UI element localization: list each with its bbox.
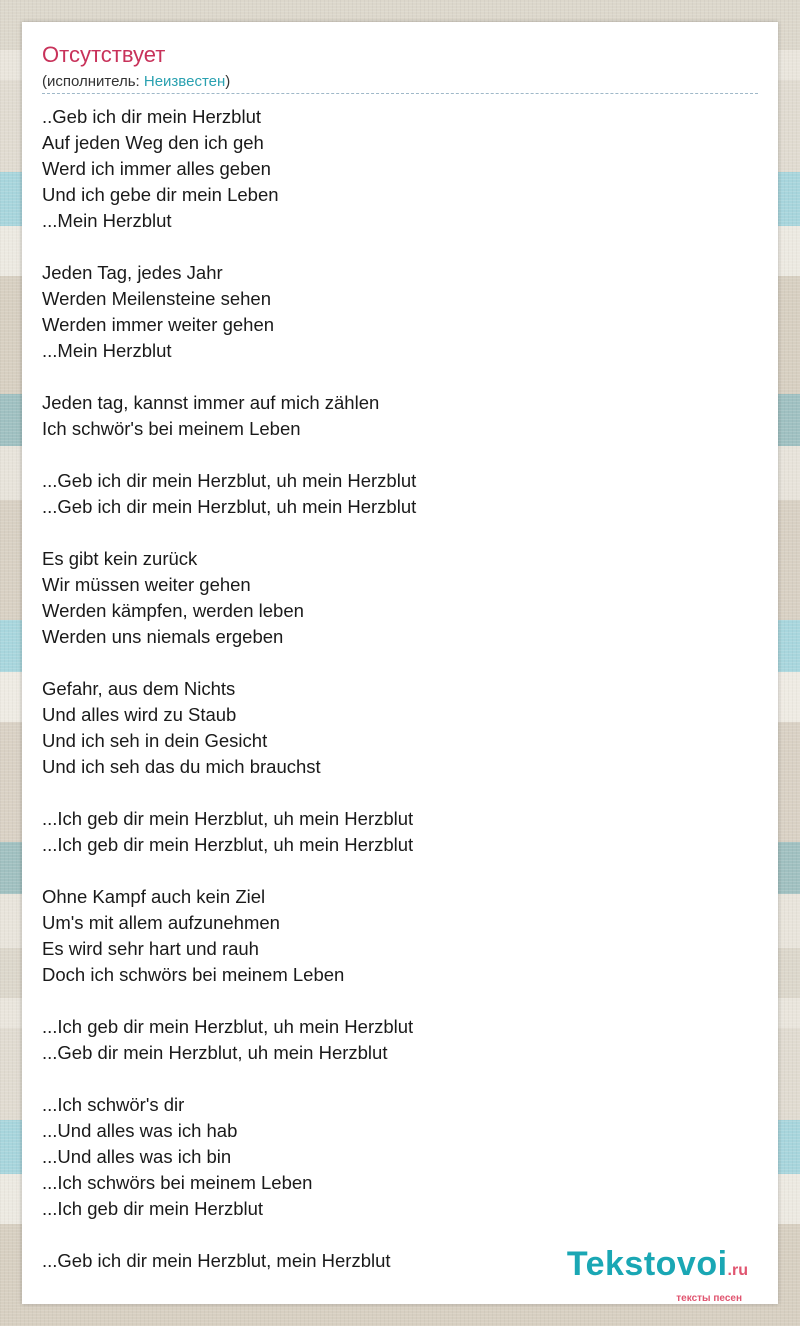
lyrics-line: Werden kämpfen, werden leben (42, 600, 304, 621)
lyrics-line: Und ich gebe dir mein Leben (42, 184, 279, 205)
lyrics-line: ...Ich schwörs bei meinem Leben (42, 1172, 313, 1193)
lyrics-line: Und ich seh das du mich brauchst (42, 756, 321, 777)
lyrics-line: ...Geb ich dir mein Herzblut, mein Herzblut (42, 1250, 391, 1271)
lyrics-line: Jeden Tag, jedes Jahr (42, 262, 223, 283)
lyrics-line: ...Geb ich dir mein Herzblut, uh mein Herzblut (42, 496, 417, 517)
lyrics-body (42, 104, 758, 1300)
lyrics-line: ...Geb dir mein Herzblut, uh mein Herzblut (42, 1042, 388, 1063)
lyrics-line: ...Und alles was ich hab (42, 1120, 238, 1141)
lyrics-line: ...Ich geb dir mein Herzblut (42, 1198, 264, 1219)
lyrics-line: Gefahr, aus dem Nichts (42, 678, 236, 699)
lyrics-line: Und alles wird zu Staub (42, 704, 237, 725)
lyrics-line: Und ich seh in dein Gesicht (42, 730, 268, 751)
lyrics-stanza (42, 104, 758, 234)
lyrics-line: ...Ich geb dir mein Herzblut, uh mein Herzblut (42, 808, 414, 829)
site-logo[interactable] (567, 1245, 748, 1284)
lyrics-line: Jeden tag, kannst immer auf mich zählen (42, 392, 380, 413)
lyrics-line: ...Geb ich dir mein Herzblut, uh mein Herzblut (42, 470, 417, 491)
logo-text: Tekstovoi (566, 1245, 728, 1283)
lyrics-line: ...Ich geb dir mein Herzblut, uh mein Herzblut (42, 834, 414, 855)
lyrics-line: Ich schwör's bei meinem Leben (42, 418, 301, 439)
lyrics-stanza (42, 260, 758, 364)
artist-line (42, 73, 230, 90)
lyrics-line: Werden uns niemals ergeben (42, 626, 284, 647)
lyrics-stanza (42, 884, 758, 988)
artist-prefix: (исполнитель: (42, 73, 144, 90)
lyrics-line: ...Und alles was ich bin (42, 1146, 232, 1167)
lyrics-line: ...Ich schwör's dir (42, 1094, 185, 1115)
lyrics-line: ...Ich geb dir mein Herzblut, uh mein Herzblut (42, 1016, 414, 1037)
lyrics-line: ..Geb ich dir mein Herzblut (42, 106, 262, 127)
lyrics-stanza (42, 806, 758, 858)
logo-tld: .ru (727, 1262, 748, 1279)
lyrics-line: Doch ich schwörs bei meinem Leben (42, 964, 345, 985)
lyrics-line: Auf jeden Weg den ich geh (42, 132, 264, 153)
artist-link[interactable]: Неизвестен (143, 73, 226, 90)
lyrics-line: Es gibt kein zurück (42, 548, 198, 569)
lyrics-line: ...Mein Herzblut (42, 340, 172, 361)
lyrics-stanza (42, 390, 758, 442)
lyrics-stanza (42, 676, 758, 780)
lyrics-stanza (42, 546, 758, 650)
lyrics-line: Werden Meilensteine sehen (42, 288, 271, 309)
logo-tagline: тексты песен (676, 1293, 742, 1304)
lyrics-stanza (42, 1092, 758, 1222)
artist-suffix: ) (225, 73, 231, 90)
lyrics-line: Wir müssen weiter gehen (42, 574, 251, 595)
lyrics-line: Werden immer weiter gehen (42, 314, 275, 335)
lyrics-stanza (42, 1014, 758, 1066)
lyrics-line: ...Mein Herzblut (42, 210, 172, 231)
song-title: Отсутствует (42, 42, 166, 67)
lyrics-line: Werd ich immer alles geben (42, 158, 271, 179)
lyrics-card (22, 22, 778, 1304)
lyrics-line: Um's mit allem aufzunehmen (42, 912, 280, 933)
lyrics-line: Ohne Kampf auch kein Ziel (42, 886, 266, 907)
lyrics-stanza (42, 468, 758, 520)
header-divider (42, 93, 758, 94)
lyrics-line: Es wird sehr hart und rauh (42, 938, 259, 959)
